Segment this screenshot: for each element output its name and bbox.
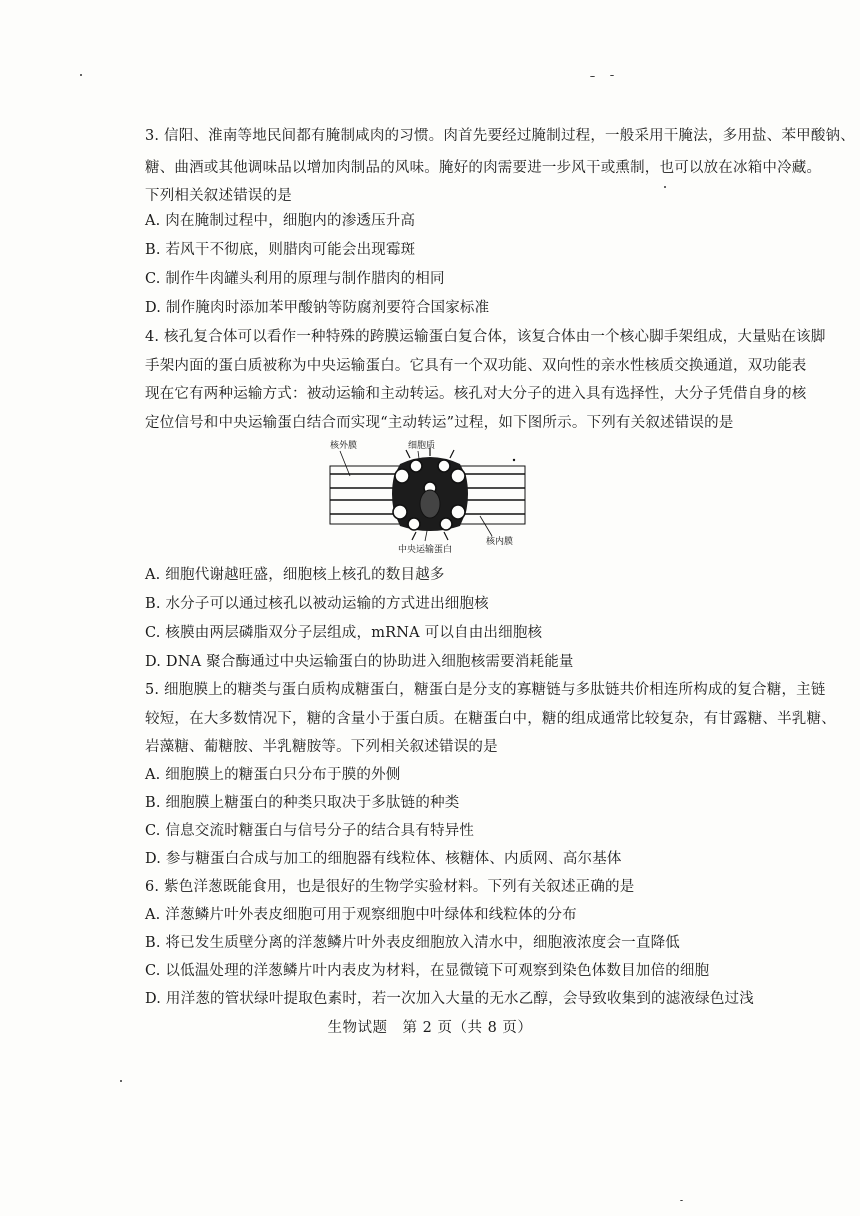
question-3-option-a: A. 肉在腌制过程中，细胞内的渗透压升高 <box>145 213 416 229</box>
question-4-option-a: A. 细胞代谢越旺盛，细胞核上核孔的数目越多 <box>145 567 445 583</box>
nuclear-pore-figure <box>320 436 535 556</box>
question-5-option-a: A. 细胞膜上的糖蛋白只分布于膜的外侧 <box>145 767 401 783</box>
question-4-stem-line-3: 现在它有两种运输方式：被动运输和主动转运。核孔对大分子的进入具有选择性，大分子凭借自身的核 <box>145 386 807 402</box>
question-5-option-b: B. 细胞膜上糖蛋白的种类只取决于多肽链的种类 <box>145 795 460 811</box>
scan-speck <box>120 1080 122 1082</box>
question-6-option-c: C. 以低温处理的洋葱鳞片叶内表皮为材料，在显微镜下可观察到染色体数目加倍的细胞 <box>145 963 710 979</box>
scan-speck <box>610 75 614 76</box>
question-3-option-b: B. 若风干不彻底，则腊肉可能会出现霉斑 <box>145 242 416 258</box>
label-outer-membrane: 核外膜 <box>330 441 358 451</box>
question-3-stem-line-2: 糖、曲酒或其他调味品以增加肉制品的风味。腌好的肉需要进一步风干或熏制，也可以放在冰箱中冷藏。 <box>145 160 822 176</box>
scan-speck <box>664 186 666 188</box>
question-4-stem-line-2: 手架内面的蛋白质被称为中央运输蛋白。它具有一个双功能、双向性的亲水性核质交换通道，双功能表 <box>145 358 807 374</box>
question-5-stem-line-3: 岩藻糖、葡糖胺、半乳糖胺等。下列相关叙述错误的是 <box>145 739 498 755</box>
question-6-stem-line-1: 6. 紫色洋葱既能食用，也是很好的生物学实验材料。下列有关叙述正确的是 <box>145 879 635 895</box>
question-5-stem-line-2: 较短，在大多数情况下，糖的含量小于蛋白质。在糖蛋白中，糖的组成通常比较复杂，有甘露糖、半乳糖、 <box>145 711 836 727</box>
question-3-stem-line-3: 下列相关叙述错误的是 <box>145 188 292 204</box>
page-footer: 生物试题 第 2 页（共 8 页） <box>327 1020 533 1036</box>
label-central-transport-protein: 中央运输蛋白 <box>398 545 453 555</box>
question-3-option-d: D. 制作腌肉时添加苯甲酸钠等防腐剂要符合国家标准 <box>145 300 490 316</box>
question-6-option-d: D. 用洋葱的管状绿叶提取色素时，若一次加入大量的无水乙醇，会导致收集到的滤液绿色过浅 <box>145 991 754 1007</box>
question-3-option-c: C. 制作牛肉罐头利用的原理与制作腊肉的相同 <box>145 271 445 287</box>
question-5-stem-line-1: 5. 细胞膜上的糖类与蛋白质构成糖蛋白，糖蛋白是分支的寡糖链与多肽链共价相连所构成的复合糖，主链 <box>145 682 826 698</box>
question-5-option-c: C. 信息交流时糖蛋白与信号分子的结合具有特异性 <box>145 823 475 839</box>
scan-speck <box>680 1200 683 1201</box>
question-4-stem-line-1: 4. 核孔复合体可以看作一种特殊的跨膜运输蛋白复合体，该复合体由一个核心脚手架组成，大量贴在该脚 <box>145 329 826 345</box>
scan-speck <box>80 74 82 76</box>
label-cytoplasm: 细胞质 <box>408 441 436 451</box>
question-6-option-b: B. 将已发生质壁分离的洋葱鳞片叶外表皮细胞放入清水中，细胞液浓度会一直降低 <box>145 935 680 951</box>
question-4-option-b: B. 水分子可以通过核孔以被动运输的方式进出细胞核 <box>145 596 489 612</box>
question-6-option-a: A. 洋葱鳞片叶外表皮细胞可用于观察细胞中叶绿体和线粒体的分布 <box>145 907 577 923</box>
question-4-option-d: D. DNA 聚合酶通过中央运输蛋白的协助进入细胞核需要消耗能量 <box>145 654 574 670</box>
question-4-stem-line-4: 定位信号和中央运输蛋白结合而实现“主动转运”过程，如下图所示。下列有关叙述错误的是 <box>145 415 734 431</box>
label-inner-membrane: 核内膜 <box>486 537 514 547</box>
scan-speck <box>590 76 595 77</box>
question-3-stem-line-1: 3. 信阳、淮南等地民间都有腌制咸肉的习惯。肉首先要经过腌制过程，一般采用干腌法，多用盐、苯甲酸钠、 <box>145 128 855 144</box>
question-4-option-c: C. 核膜由两层磷脂双分子层组成，mRNA 可以自由出细胞核 <box>145 625 543 641</box>
question-5-option-d: D. 参与糖蛋白合成与加工的细胞器有线粒体、核糖体、内质网、高尔基体 <box>145 851 622 867</box>
